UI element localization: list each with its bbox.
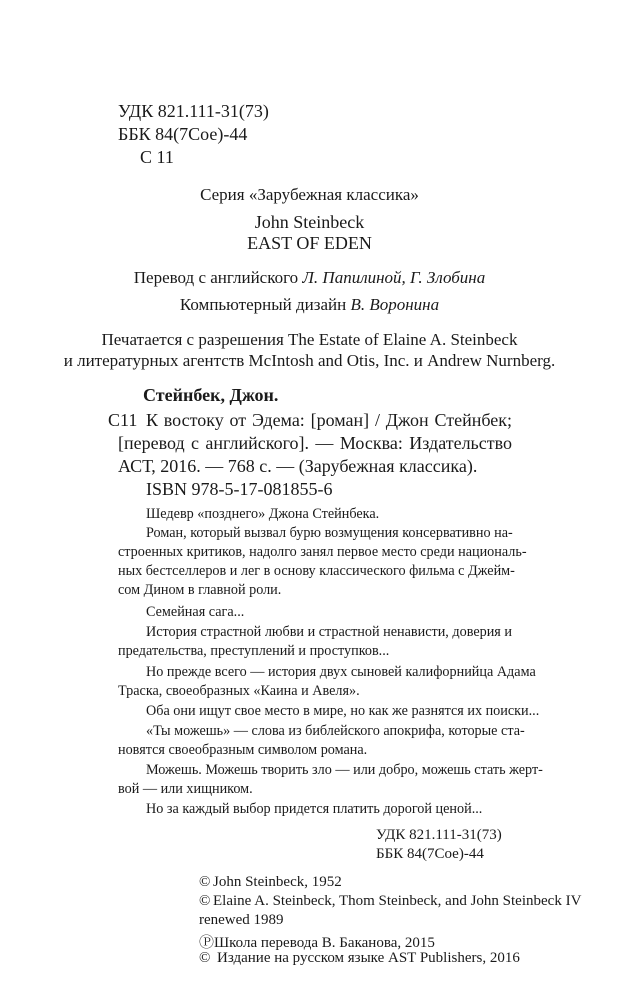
bottom-bbk: ББК 84(7Сое)-44 [376,846,484,862]
publisher-mark-icon: Ⓟ [199,935,215,951]
original-author: John Steinbeck [254,212,365,232]
catalog-line: АСТ, 2016. — 768 с. — (Зарубежная классика). [118,456,478,476]
annotation-line: Шедевр «позднего» Джона Стейнбека. [146,506,380,522]
catalog-code: С11 [108,410,138,430]
copyright-4-text: Издание на русском языке AST Publishers, 2016 [217,950,520,966]
annotation-line: «Ты можешь» — слова из библейского апокрифа, которые ста- [146,723,525,739]
annotation-line: История страстной любви и страстной ненависти, доверия и [146,624,512,640]
translators: Л. Папилиной, Г. Злобина [302,268,486,287]
annotation-line: Можешь. Можешь творить зло — или добро, можешь стать жерт- [146,762,543,778]
translation-credit [0,268,619,288]
copyright-symbol: © [199,893,211,909]
catalog-line: [перевод с английского]. — Москва: Издательство [118,433,512,453]
annotation-line: строенных критиков, надолго занял первое место среди националь- [118,544,527,560]
annotation-line: Траска, своеобразных «Каина и Авеля». [118,683,360,699]
copyright-symbol: © [199,950,211,966]
annotation-line: ных бестселлеров и лег в основу классического фильма с Джейм- [118,563,515,579]
series-title: Серия «Зарубежная классика» [200,185,419,204]
translation-prefix: Перевод с английского [133,268,303,287]
copyright-3 [199,931,435,952]
catalog-heading: Стейнбек, Джон. [143,385,279,405]
annotation-line: новятся своеобразным символом романа. [118,742,368,758]
permission-line-2: и литературных агентств McIntosh and Otis, Inc. и Andrew Nurnberg. [63,351,556,370]
annotation-line: Но за каждый выбор придется платить дорогой ценой... [146,801,483,817]
copyright-2-cont: renewed 1989 [199,912,284,928]
copyright-symbol: © [199,874,211,890]
annotation-line: Оба они ищут свое место в мире, но как же разнятся их поиски... [146,703,540,719]
annotation-line: вой — или хищником. [118,781,253,797]
design-prefix: Компьютерный дизайн [179,295,351,314]
isbn: ISBN 978-5-17-081855-6 [146,479,333,499]
bottom-udk: УДК 821.111-31(73) [376,827,502,843]
annotation-line: предательства, преступлений и проступков... [118,643,390,659]
catalog-line: К востоку от Эдема: [роман] / Джон Стейнбек; [146,410,512,430]
designer: В. Воронина [350,295,440,314]
copyright-2 [199,893,581,910]
permission-line-1: Печатается с разрешения The Estate of Elaine A. Steinbeck [101,330,518,349]
annotation-line: Роман, который вызвал бурю возмущения консервативно на- [146,525,513,541]
copyright-2-text: Elaine A. Steinbeck, Thom Steinbeck, and John Steinbeck IV [213,893,582,909]
bbk-code: ББК 84(7Сое)-44 [118,124,248,144]
copyright-4 [199,950,520,967]
original-title: EAST OF EDEN [247,233,372,253]
udk-code: УДК 821.111-31(73) [118,101,269,121]
copyright-1 [199,874,342,891]
annotation-line: сом Дином в главной роли. [118,582,282,598]
annotation-line: Но прежде всего — история двух сыновей калифорнийца Адама [146,664,536,680]
author-mark: С 11 [140,147,174,167]
copyright-3-text: Школа перевода В. Баканова, 2015 [214,935,435,951]
design-credit [0,295,619,315]
copyright-1-text: John Steinbeck, 1952 [213,874,342,890]
annotation-line: Семейная сага... [146,604,245,620]
